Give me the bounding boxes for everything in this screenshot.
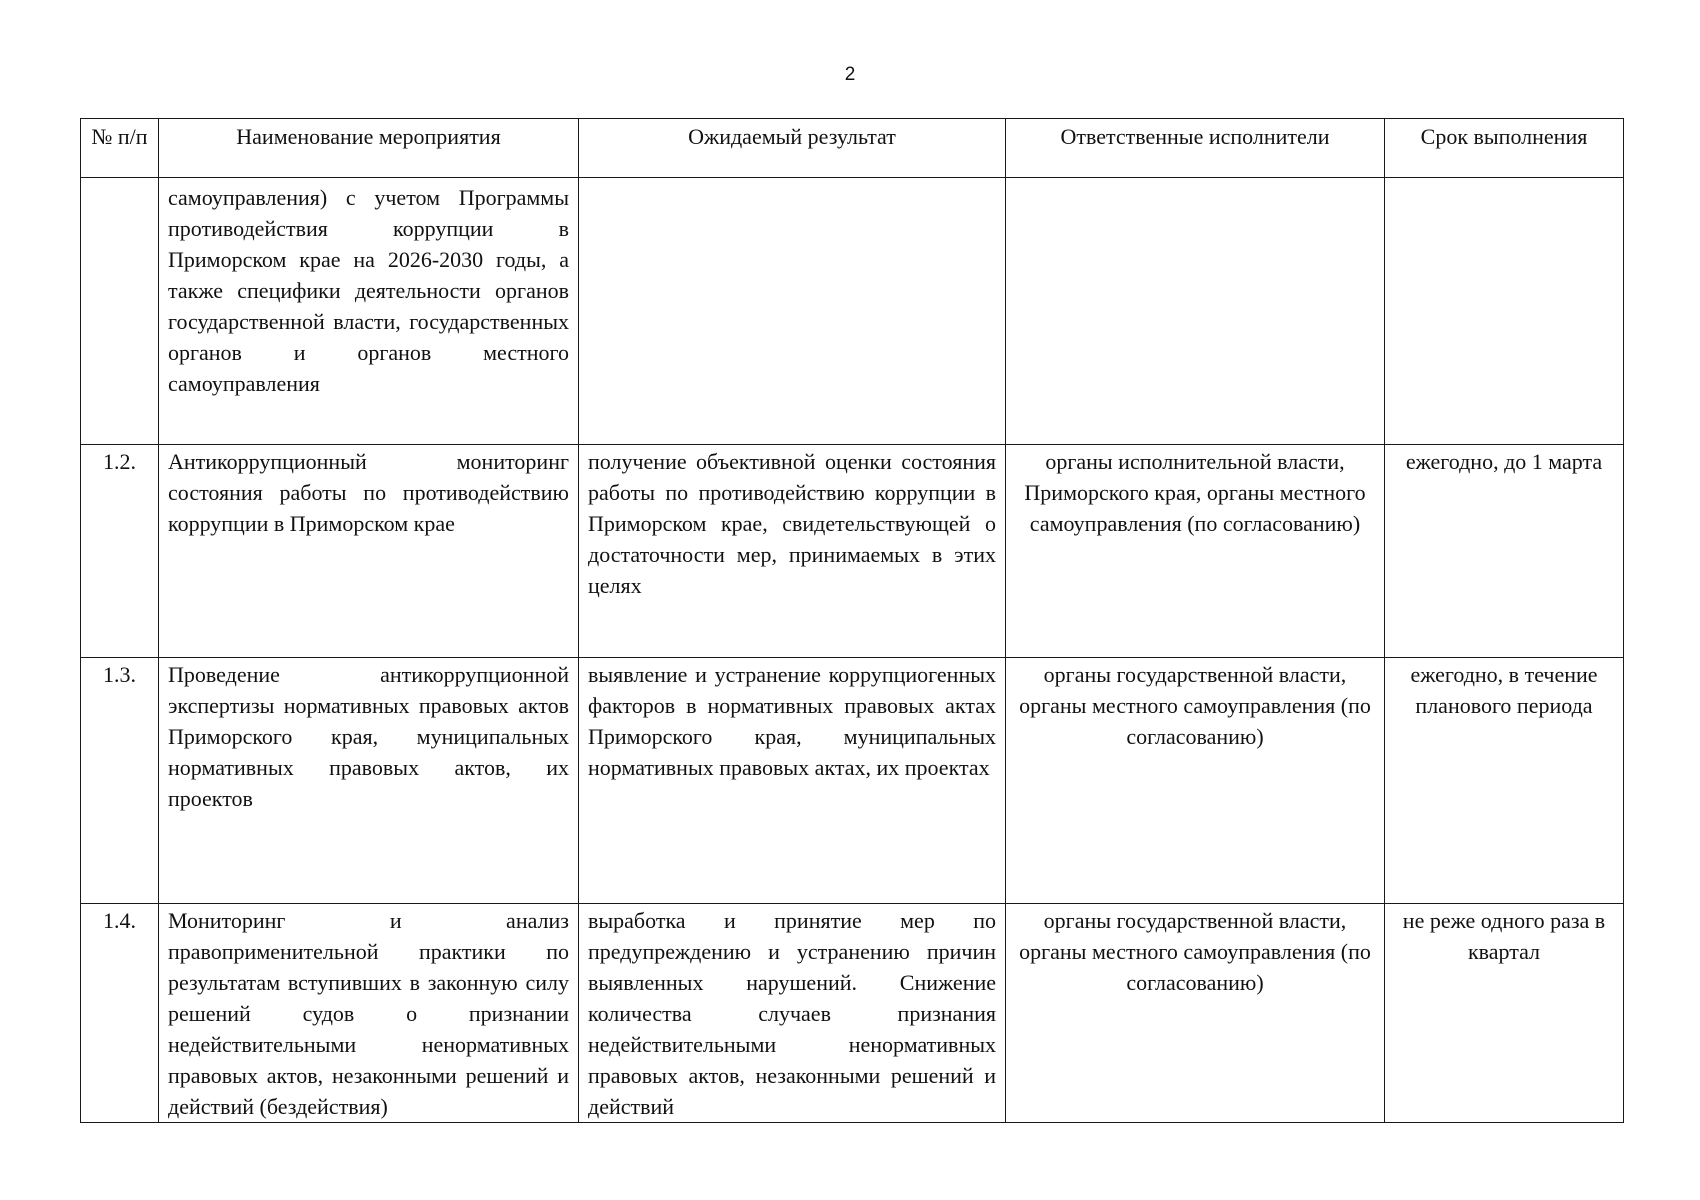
header-result-label: Ожидаемый результат — [688, 124, 896, 149]
term-cell — [1385, 178, 1624, 445]
measure-name-cell: Антикоррупционный мониторинг состояния работы по противодействию коррупции в Приморском крае — [159, 445, 579, 658]
measure-name-cell: Мониторинг и анализ правоприменительной практики по результатам вступивших в законную силу решений судов о признании недействительными ненормативных правовых актов, незаконными решений и действий (бездействия) — [159, 904, 579, 1123]
row-number-cell: 1.2. — [81, 445, 159, 658]
table-row — [81, 904, 1624, 1123]
executors-cell: органы исполнительной власти, Приморского края, органы местного самоуправления (по согласованию) — [1006, 445, 1385, 658]
expected-result-cell — [579, 178, 1006, 445]
expected-result-cell: выработка и принятие мер по предупреждению и устранению причин выявленных нарушений. Снижение количества случаев признания недействительными ненормативных правовых актов, незаконными решений и действий — [579, 904, 1006, 1123]
expected-result-cell: выявление и устранение коррупциогенных факторов в нормативных правовых актах Приморского края, муниципальных нормативных правовых актах, их проектах — [579, 658, 1006, 904]
executors-cell: органы государственной власти, органы местного самоуправления (по согласованию) — [1006, 658, 1385, 904]
measure-name-cell: Проведение антикоррупционной экспертизы нормативных правовых актов Приморского края, муниципальных нормативных правовых актов, их проектов — [159, 658, 579, 904]
term-cell: ежегодно, до 1 марта — [1385, 445, 1624, 658]
measures-table — [80, 118, 1624, 1123]
header-executors-label: Ответственные исполнители — [1060, 124, 1330, 149]
executors-cell — [1006, 178, 1385, 445]
table-header-row — [81, 119, 1624, 178]
header-executors — [1006, 119, 1385, 178]
header-result — [579, 119, 1006, 178]
row-number-cell: 1.3. — [81, 658, 159, 904]
term-cell: ежегодно, в течение планового периода — [1385, 658, 1624, 904]
header-term — [1385, 119, 1624, 178]
executors-cell: органы государственной власти, органы местного самоуправления (по согласованию) — [1006, 904, 1385, 1123]
header-name-label: Наименование мероприятия — [236, 124, 501, 149]
table-row — [81, 178, 1624, 445]
header-term-label: Срок выполнения — [1420, 124, 1588, 149]
term-cell: не реже одного раза в квартал — [1385, 904, 1624, 1123]
row-number-cell: 1.4. — [81, 904, 159, 1123]
header-num-label: № п/п — [91, 124, 148, 149]
table-row — [81, 445, 1624, 658]
expected-result-cell: получение объективной оценки состояния работы по противодействию коррупции в Приморском крае, свидетельствующей о достаточности мер, принимаемых в этих целях — [579, 445, 1006, 658]
row-number-cell — [81, 178, 159, 445]
page-number: 2 — [844, 64, 856, 85]
measure-name-cell — [159, 178, 579, 445]
table-row — [81, 658, 1624, 904]
header-name — [159, 119, 579, 178]
header-num — [81, 119, 159, 178]
measure-name-text: самоуправления) с учетом Программы противодействия коррупции в Приморском крае на 2026-2030 годы, а также специфики деятельности органов государственной власти, государственных органов и органов местного самоуправления — [168, 185, 569, 396]
